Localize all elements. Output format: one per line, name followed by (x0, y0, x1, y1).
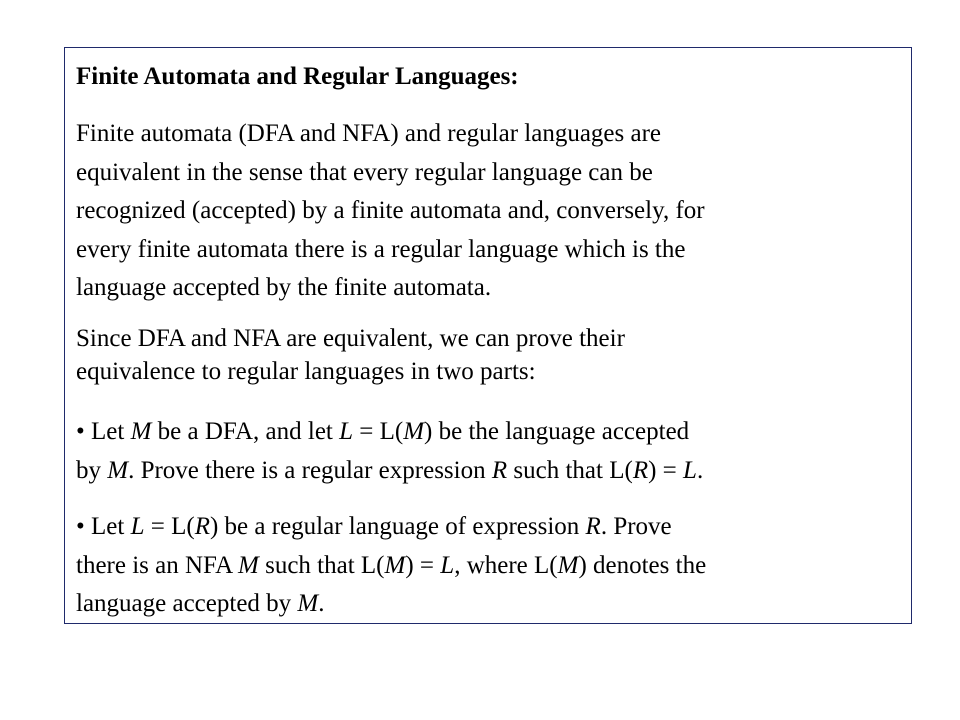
text-run: , where L( (454, 551, 558, 579)
slide-title: Finite Automata and Regular Languages: (76, 63, 519, 90)
text-line (76, 585, 896, 624)
text-run: by (76, 456, 108, 484)
math-var: M (384, 551, 406, 579)
math-var: M (297, 590, 319, 617)
text-line (76, 547, 896, 586)
bullet-dfa-to-regex (76, 413, 896, 490)
math-var: M (238, 551, 259, 579)
text-run: such that L( (258, 551, 385, 579)
text-run: ) be a regular language of expression (209, 513, 586, 540)
text-line: Since DFA and NFA are equivalent, we can prove their (76, 325, 625, 352)
text-run: . Prove (600, 513, 672, 540)
text-run: ) denotes the (578, 551, 707, 579)
text-run: . (696, 456, 704, 484)
text-line: recognized (accepted) by a finite automata and, conversely, for (76, 197, 705, 224)
math-var: R (194, 513, 210, 540)
math-var: M (557, 551, 579, 579)
paragraph-two-parts (76, 322, 896, 388)
math-var: M (107, 456, 129, 484)
text-run: . Prove there is a regular expression (128, 456, 492, 484)
math-var: L (130, 513, 145, 540)
text-run: Let (84, 513, 131, 540)
text-run: Let (84, 418, 131, 445)
math-var: M (403, 418, 425, 445)
text-line: language accepted by the finite automata. (76, 274, 492, 301)
math-var: L (683, 456, 697, 484)
text-line: every finite automata there is a regular language which is the (76, 235, 686, 263)
text-run: such that L( (507, 456, 633, 484)
text-run: language accepted by (76, 590, 298, 617)
paragraph-equivalence (76, 115, 896, 308)
text-line: Finite automata (DFA and NFA) and regular languages are (76, 120, 662, 147)
text-run: . (318, 590, 325, 617)
text-run: ) = (405, 551, 441, 579)
math-var: R (632, 456, 649, 484)
text-line (76, 508, 896, 547)
math-var: L (339, 418, 354, 445)
text-run: ) = (648, 456, 684, 484)
math-var: M (130, 418, 152, 445)
text-line: equivalence to regular languages in two parts: (76, 358, 536, 385)
text-run: = L( (353, 418, 404, 445)
text-line (76, 413, 896, 452)
text-run: = L( (144, 513, 195, 540)
math-var: L (440, 551, 455, 579)
text-run: there is an NFA (76, 551, 239, 579)
math-var: R (491, 456, 508, 484)
text-run: ) be the language accepted (424, 418, 690, 445)
text-line: equivalent in the sense that every regular language can be (76, 158, 653, 186)
bullet-marker: • (76, 418, 85, 445)
bullet-regex-to-nfa (76, 508, 896, 624)
text-line (76, 452, 896, 491)
math-var: R (585, 513, 601, 540)
text-run: be a DFA, and let (151, 418, 340, 445)
bullet-marker: • (76, 513, 85, 540)
